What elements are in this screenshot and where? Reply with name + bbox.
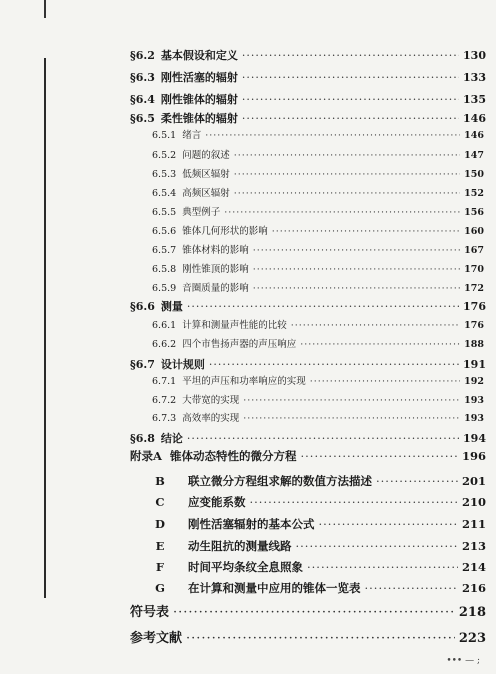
- toc-entry-title: 柔性锥体的辐射: [160, 112, 238, 125]
- toc-page-number: 193: [464, 413, 484, 424]
- toc-page-number: 176: [463, 300, 486, 313]
- toc-entry-number: 6.6.1: [152, 320, 177, 331]
- toc-entry-title: 动生阻抗的测量线路: [188, 539, 292, 553]
- toc-entry-title: 刚性活塞的辐射: [160, 71, 238, 84]
- toc-entry[interactable]: [152, 284, 484, 294]
- toc-entry-title: 锥体几何形状的影响: [182, 226, 268, 237]
- toc-entry[interactable]: [130, 476, 486, 488]
- toc-page-number: 146: [464, 130, 484, 141]
- margin-rule-top: [44, 0, 46, 18]
- toc-page-number: 192: [464, 376, 484, 387]
- toc-page-number: 150: [464, 169, 484, 180]
- margin-rule: [44, 58, 46, 598]
- toc-entry[interactable]: [130, 519, 486, 531]
- toc-entry-title: 刚性活塞辐射的基本公式: [188, 517, 315, 531]
- toc-leader-dots: [310, 377, 460, 387]
- toc-entry[interactable]: [152, 321, 484, 331]
- toc-page-number: 223: [458, 631, 486, 646]
- toc-page-number: 152: [464, 188, 484, 199]
- toc-entry[interactable]: [130, 541, 486, 553]
- toc-entry-title: 问题的叙述: [182, 150, 230, 161]
- toc-page-number: 160: [464, 226, 484, 237]
- toc-page-number: 188: [464, 339, 484, 350]
- toc-leader-dots: [242, 113, 459, 124]
- toc-entry[interactable]: [130, 72, 486, 83]
- toc-entry-title: 刚性锥顶的影响: [182, 264, 249, 275]
- toc-entry[interactable]: [152, 396, 484, 406]
- toc-entry[interactable]: [152, 131, 484, 141]
- toc-entry-title: 在计算和测量中应用的锥体一览表: [188, 581, 361, 595]
- toc-page-number: 167: [464, 245, 484, 256]
- toc-entry[interactable]: [152, 246, 484, 256]
- toc-leader-dots: [234, 170, 460, 180]
- toc-entry-title: 锥体动态特性的微分方程: [170, 449, 297, 463]
- toc-entry-number: 6.7.3: [152, 413, 177, 424]
- toc-entry-title: 符号表: [130, 605, 170, 620]
- toc-entry-title: 应变能系数: [188, 495, 246, 509]
- toc-entry[interactable]: [152, 170, 484, 180]
- toc-entry-number: 6.7.2: [152, 395, 177, 406]
- toc-entry-title: 平坦的声压和功率响应的实现: [182, 376, 306, 387]
- toc-entry-title: 刚性锥体的辐射: [160, 93, 238, 106]
- toc-leader-dots: [365, 583, 458, 595]
- toc-leader-dots: [234, 189, 460, 199]
- toc-entry[interactable]: [130, 359, 486, 370]
- toc-page-number: 176: [464, 320, 484, 331]
- toc-page-number: 216: [461, 581, 486, 595]
- toc-entry[interactable]: [130, 113, 486, 124]
- toc-leader-dots: [296, 541, 458, 553]
- toc-leader-dots: [376, 476, 458, 488]
- toc-leader-dots: [253, 265, 460, 275]
- toc-entry[interactable]: [152, 208, 484, 218]
- toc-leader-dots: [243, 396, 460, 406]
- toc-entry-number: 6.5.8: [152, 264, 177, 275]
- toc-entry-number: 6.5.5: [152, 207, 177, 218]
- toc-entry-title: 大带宽的实现: [182, 395, 240, 406]
- toc-entry-title: 低频区辐射: [182, 169, 230, 180]
- toc-entry-title: 锥体材料的影响: [182, 245, 249, 256]
- toc-page-number: 130: [463, 49, 486, 62]
- toc-entry[interactable]: [152, 340, 484, 350]
- toc-entry[interactable]: [152, 414, 484, 424]
- toc-entry-number: 6.5.3: [152, 169, 177, 180]
- toc-page-number: 214: [461, 560, 486, 574]
- toc-page-number: 135: [463, 93, 486, 106]
- toc-entry-title: 绪言: [182, 130, 202, 141]
- toc-leader-dots: [234, 151, 460, 161]
- toc-page-number: 213: [461, 539, 486, 553]
- toc-entry[interactable]: [152, 265, 484, 275]
- toc-entry[interactable]: [130, 433, 486, 444]
- toc-page-number: 147: [464, 150, 484, 161]
- toc-entry-number: C: [155, 495, 165, 509]
- toc-entry-number: D: [155, 517, 165, 531]
- toc-leader-dots: [173, 606, 455, 619]
- toc-entry-title: 高频区辐射: [182, 188, 230, 199]
- toc-page-number: 170: [464, 264, 484, 275]
- toc-leader-dots: [224, 208, 460, 218]
- toc-entry-number: §6.7: [130, 358, 155, 371]
- toc-leader-dots: [253, 284, 460, 294]
- toc-entry[interactable]: [130, 583, 486, 595]
- toc-entry-number: 附录A: [130, 449, 162, 463]
- toc-leader-dots: [272, 227, 460, 237]
- toc-leader-dots: [253, 246, 460, 256]
- toc-page-number: 193: [464, 395, 484, 406]
- toc-entry-number: 6.5.6: [152, 226, 177, 237]
- toc-entry-number: 6.7.1: [152, 376, 177, 387]
- toc-leader-dots: [243, 414, 460, 424]
- toc-leader-dots: [291, 321, 460, 331]
- toc-entry[interactable]: [130, 562, 486, 574]
- toc-entry[interactable]: [152, 189, 484, 199]
- toc-entry[interactable]: [152, 377, 484, 387]
- toc-entry-number: §6.4: [130, 93, 155, 106]
- toc-entry-number: 6.5.2: [152, 150, 177, 161]
- toc-page-number: 191: [463, 358, 486, 371]
- toc-leader-dots: [307, 562, 458, 574]
- toc-leader-dots: [209, 359, 459, 370]
- toc-entry[interactable]: [152, 151, 484, 161]
- toc-entry[interactable]: [130, 301, 486, 312]
- toc-entry-number: §6.6: [130, 300, 155, 313]
- toc-leader-dots: [187, 433, 459, 444]
- toc-entry-number: 6.6.2: [152, 339, 177, 350]
- toc-entry-number: 6.5.1: [152, 130, 177, 141]
- toc-entry[interactable]: [130, 50, 486, 61]
- toc-entry-number: G: [155, 581, 165, 595]
- toc-page-number: 146: [463, 112, 486, 125]
- toc-entry-title: 结论: [160, 432, 183, 445]
- toc-entry-title: 基本假设和定义: [160, 49, 238, 62]
- toc-entry-title: 四个市售扬声器的声压响应: [182, 339, 297, 350]
- toc-entry-title: 典型例子: [182, 207, 221, 218]
- toc-entry[interactable]: [130, 497, 486, 509]
- toc-page-number: 201: [461, 474, 486, 488]
- toc-leader-dots: [301, 451, 458, 463]
- toc-entry-number: 6.5.7: [152, 245, 177, 256]
- toc-entry-title: 设计规则: [160, 358, 205, 371]
- toc-entry-title: 参考文献: [130, 631, 183, 646]
- toc-leader-dots: [242, 72, 459, 83]
- toc-leader-dots: [242, 94, 459, 105]
- toc-entry-number: E: [155, 539, 165, 553]
- toc-leader-dots: [300, 340, 460, 350]
- toc-leader-dots: [250, 497, 458, 509]
- toc-entry-number: F: [155, 560, 165, 574]
- toc-entry-number: 6.5.4: [152, 188, 177, 199]
- toc-entry-title: 联立微分方程组求解的数值方法描述: [188, 474, 372, 488]
- toc-page-number: 218: [458, 605, 486, 620]
- toc-entry-title: 音圈质量的影响: [182, 283, 249, 294]
- toc-page-number: 211: [461, 517, 486, 531]
- toc-entry-number: §6.3: [130, 71, 155, 84]
- toc-leader-dots: [319, 519, 458, 531]
- toc-leader-dots: [242, 50, 459, 61]
- toc-page-number: 172: [464, 283, 484, 294]
- toc-entry-title: 测量: [160, 300, 183, 313]
- toc-entry[interactable]: [130, 606, 486, 619]
- toc-entry-number: §6.2: [130, 49, 155, 62]
- toc-entry-title: 高效率的实现: [182, 413, 240, 424]
- toc-page-number: 210: [461, 495, 486, 509]
- toc-entry-number: 6.5.9: [152, 283, 177, 294]
- toc-entry[interactable]: [130, 451, 486, 463]
- toc-leader-dots: [205, 131, 460, 141]
- toc-entry-title: 时间平均条纹全息照象: [188, 560, 303, 574]
- toc-entry-title: 计算和测量声性能的比较: [182, 320, 287, 331]
- toc-entry-number: §6.8: [130, 432, 155, 445]
- page-footer-mark: ••• — ;: [446, 656, 480, 666]
- toc-leader-dots: [186, 632, 455, 645]
- toc-page-number: 194: [463, 432, 486, 445]
- toc-page-number: 133: [463, 71, 486, 84]
- toc-entry-number: §6.5: [130, 112, 155, 125]
- toc-page-number: 156: [464, 207, 484, 218]
- toc-entry-number: B: [155, 474, 165, 488]
- toc-entry[interactable]: [130, 94, 486, 105]
- toc-entry[interactable]: [130, 632, 486, 645]
- toc-page-number: 196: [461, 449, 486, 463]
- toc-leader-dots: [187, 301, 459, 312]
- toc-entry[interactable]: [152, 227, 484, 237]
